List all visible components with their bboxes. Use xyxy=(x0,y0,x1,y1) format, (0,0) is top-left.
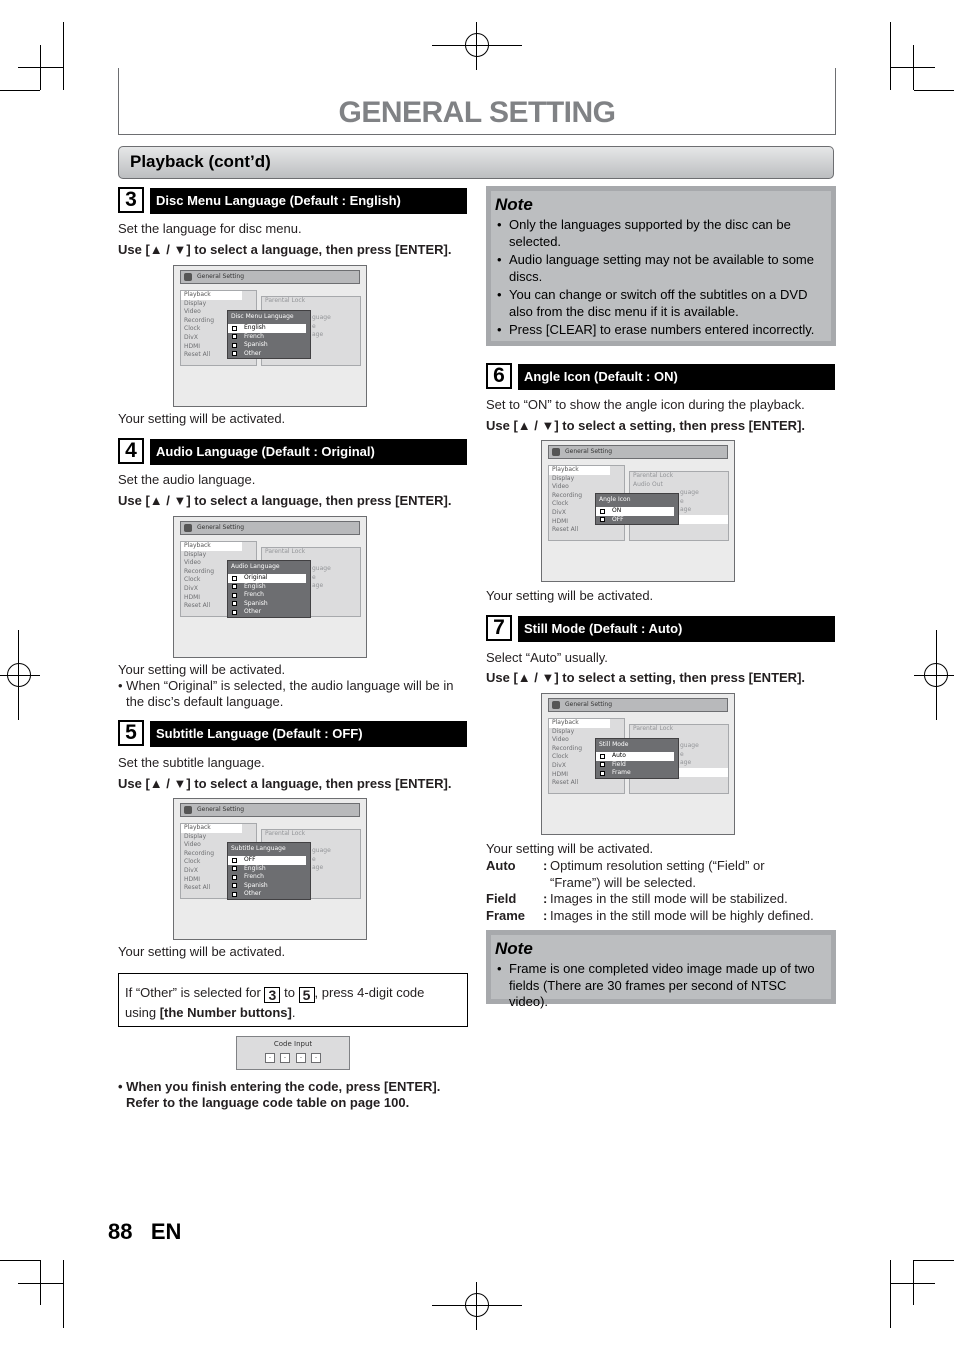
code-input-screen xyxy=(236,1036,350,1070)
menu-item: Reset All xyxy=(552,779,579,787)
step-result: Your setting will be activated. xyxy=(118,944,286,959)
option-label: English xyxy=(244,324,266,331)
option-label: OFF xyxy=(244,856,256,863)
popup-menu xyxy=(227,310,311,359)
popup-option[interactable] xyxy=(228,600,310,609)
popup-title: Angle Icon xyxy=(599,496,631,503)
wrench-icon xyxy=(552,448,560,456)
step-text: Set the language for disc menu. xyxy=(118,221,302,236)
popup-title: Audio Language xyxy=(231,563,280,570)
menu-item: DivX xyxy=(552,761,566,769)
definition-colon: : xyxy=(543,891,548,906)
menu-item: Playback xyxy=(549,719,610,728)
step-number-6: 6 xyxy=(486,363,512,389)
note-item: • Only the languages supported by the disc can be selected. xyxy=(495,217,827,250)
wrench-icon xyxy=(184,806,192,814)
step-header-5 xyxy=(150,721,467,747)
crop-mark xyxy=(914,1260,954,1261)
step-ref-3: 3 xyxy=(264,987,280,1003)
menu-item: Playback xyxy=(181,824,242,833)
definition-desc: Images in the still mode will be highly defined. xyxy=(550,907,814,923)
checkbox-icon xyxy=(232,892,237,897)
step-header-6 xyxy=(518,364,835,390)
registration-mark xyxy=(476,1282,477,1330)
popup-option[interactable] xyxy=(596,769,678,778)
step-result: Your setting will be activated. xyxy=(118,411,286,426)
final-instruction-ref: Refer to the language code table on page 100. xyxy=(126,1095,410,1110)
menu-item: Recording xyxy=(184,567,215,575)
option-label: Other xyxy=(244,608,262,616)
pane-item: e xyxy=(680,750,684,758)
popup-option[interactable] xyxy=(228,856,306,865)
pane-item: Parental Lock xyxy=(265,548,306,555)
code-cell[interactable]: - xyxy=(296,1053,306,1063)
settings-screen xyxy=(173,516,367,658)
popup-option[interactable] xyxy=(228,324,306,333)
screen-title-bar xyxy=(180,270,360,284)
menu-item: Playback xyxy=(181,291,242,300)
menu-item: Reset All xyxy=(184,602,211,610)
definition-term: Field xyxy=(486,891,517,906)
screen-title-bar xyxy=(548,445,728,459)
option-label: Frame xyxy=(612,769,631,777)
checkbox-icon xyxy=(232,610,237,615)
menu-item: HDMI xyxy=(184,875,201,883)
pane-item: Parental Lock xyxy=(633,472,674,479)
menu-item: Video xyxy=(552,736,569,744)
step-header-7 xyxy=(518,616,835,642)
screen-title-bar xyxy=(180,803,360,817)
code-input-title: Code Input xyxy=(273,1040,313,1048)
screen-title: General Setting xyxy=(565,448,613,455)
pane-item: Audio Out xyxy=(633,480,663,488)
menu-item: Clock xyxy=(184,325,201,333)
option-label: ON xyxy=(612,507,622,514)
step-instruction: Use [▲ / ▼] to select a setting, then press [ENTER]. xyxy=(486,670,806,685)
checkbox-icon xyxy=(600,754,605,759)
popup-option[interactable] xyxy=(596,507,674,516)
note-inner xyxy=(491,935,831,1009)
popup-option[interactable] xyxy=(228,574,306,583)
step-result: Your setting will be activated. xyxy=(486,588,654,603)
option-label: Auto xyxy=(612,752,626,759)
popup-option[interactable] xyxy=(228,890,310,899)
text-part: . xyxy=(291,1005,296,1020)
menu-item: Recording xyxy=(184,316,215,324)
option-label: Spanish xyxy=(244,881,268,889)
menu-item: Reset All xyxy=(184,351,211,359)
pane-item: guage xyxy=(680,489,699,497)
screen-title: General Setting xyxy=(197,806,245,813)
registration-mark xyxy=(432,1305,522,1306)
step-text: Select “Auto” usually. xyxy=(486,650,608,665)
settings-screen xyxy=(173,798,367,940)
step-header-3 xyxy=(150,188,467,214)
definition-colon: : xyxy=(543,858,548,873)
settings-screen xyxy=(173,265,367,407)
pane-item: e xyxy=(312,573,316,581)
pane-item: e xyxy=(312,322,316,330)
step-text: Set the audio language. xyxy=(118,472,256,487)
section-bar xyxy=(118,146,834,179)
note-item: • You can change or switch off the subtitles on a DVD also from the disc menu if it is available. xyxy=(495,287,827,320)
step-instruction: Use [▲ / ▼] to select a language, then press [ENTER]. xyxy=(118,493,452,508)
menu-item: DivX xyxy=(184,333,198,341)
definition-desc: Optimum resolution setting (“Field” or “Frame”) will be selected. xyxy=(550,858,765,890)
checkbox-icon xyxy=(232,343,237,348)
checkbox-icon xyxy=(232,584,237,589)
popup-option[interactable] xyxy=(228,341,310,350)
step-header-label: Audio Language (Default : Original) xyxy=(156,444,375,459)
settings-screen xyxy=(541,440,735,582)
screen-title-bar xyxy=(548,698,728,712)
step-header-4 xyxy=(150,439,467,465)
step-result: Your setting will be activated. xyxy=(118,662,286,677)
crop-mark xyxy=(63,22,64,90)
crop-mark xyxy=(890,22,891,90)
registration-mark xyxy=(936,630,937,720)
code-cell[interactable]: - xyxy=(311,1053,321,1063)
menu-item: HDMI xyxy=(552,517,569,525)
pane-item: Parental Lock xyxy=(265,830,306,837)
checkbox-icon xyxy=(232,334,237,339)
checkbox-icon xyxy=(232,576,237,581)
language-code: EN xyxy=(150,1219,182,1244)
pane-item: guage xyxy=(312,847,331,855)
menu-item: Playback xyxy=(181,542,242,551)
page-number-value: 88 xyxy=(108,1219,133,1244)
menu-item: Video xyxy=(184,308,201,316)
popup-option[interactable] xyxy=(228,333,310,342)
step-header-label: Subtitle Language (Default : OFF) xyxy=(156,726,363,741)
wrench-icon xyxy=(184,273,192,281)
definition-term: Frame xyxy=(486,907,526,923)
note-item: • Audio language setting may not be available to some discs. xyxy=(495,252,827,285)
bullet-text: When “Original” is selected, the audio language will be in the disc’s default language. xyxy=(126,678,454,709)
popup-menu xyxy=(227,560,311,618)
popup-title: Disc Menu Language xyxy=(231,313,294,320)
step-bullet: • When “Original” is selected, the audio language will be in the disc’s default language. xyxy=(118,678,454,709)
note-list xyxy=(495,961,827,1013)
pane-item: Parental Lock xyxy=(633,725,674,732)
definition-row xyxy=(486,891,836,908)
checkbox-icon xyxy=(600,762,605,767)
crop-mark xyxy=(18,1283,63,1284)
step-number-4: 4 xyxy=(118,438,144,464)
wrench-icon xyxy=(184,524,192,532)
menu-item: Clock xyxy=(552,500,569,508)
crop-mark xyxy=(18,67,63,68)
pane-item: guage xyxy=(312,565,331,573)
option-label: French xyxy=(244,591,264,599)
pane-item: e xyxy=(312,855,316,863)
popup-option[interactable] xyxy=(228,583,310,592)
popup-option[interactable] xyxy=(596,752,674,761)
checkbox-icon xyxy=(232,593,237,598)
option-label: Field xyxy=(612,760,626,768)
popup-option[interactable] xyxy=(228,350,310,359)
popup-option[interactable] xyxy=(228,882,310,891)
step-header-label: Disc Menu Language (Default : English) xyxy=(156,193,401,208)
definition-row xyxy=(486,908,836,925)
menu-item: Display xyxy=(184,299,207,307)
menu-item: HDMI xyxy=(184,342,201,350)
step-instruction: Use [▲ / ▼] to select a language, then press [ENTER]. xyxy=(118,242,452,257)
crop-mark xyxy=(0,1260,40,1261)
option-label: Other xyxy=(244,349,262,357)
page-title: GENERAL SETTING xyxy=(338,96,616,129)
pane-item: e xyxy=(680,497,684,505)
screen-title: General Setting xyxy=(565,701,613,708)
menu-item: Playback xyxy=(549,466,610,475)
screen-title: General Setting xyxy=(197,524,245,531)
step-text: Set to “ON” to show the angle icon during the playback. xyxy=(486,397,805,412)
menu-item: Display xyxy=(552,474,575,482)
final-instruction: • When you finish entering the code, press [ENTER]. xyxy=(118,1079,441,1094)
text-part: to xyxy=(284,985,295,1000)
note-list xyxy=(495,217,827,341)
menu-item: Display xyxy=(184,832,207,840)
checkbox-icon xyxy=(600,771,605,776)
checkbox-icon xyxy=(600,517,605,522)
checkbox-icon xyxy=(232,858,237,863)
menu-item: Recording xyxy=(184,849,215,857)
menu-item: Reset All xyxy=(184,884,211,892)
step-header-label: Still Mode (Default : Auto) xyxy=(524,621,683,636)
wrench-icon xyxy=(552,701,560,709)
popup-option[interactable] xyxy=(228,865,310,874)
menu-item: Clock xyxy=(184,858,201,866)
option-label: French xyxy=(244,873,264,881)
section-title: Playback (cont’d) xyxy=(130,152,271,171)
text-part: , press 4-digit code xyxy=(314,985,425,1000)
registration-mark xyxy=(476,22,477,70)
menu-item: Clock xyxy=(184,576,201,584)
screen-title: General Setting xyxy=(197,273,245,280)
menu-item: Recording xyxy=(552,491,583,499)
menu-item: Video xyxy=(552,483,569,491)
pane-item: guage xyxy=(312,314,331,322)
step-number-5: 5 xyxy=(118,720,144,746)
registration-mark xyxy=(0,675,40,676)
checkbox-icon xyxy=(232,883,237,888)
crop-mark xyxy=(63,1260,64,1328)
step-header-label: Angle Icon (Default : ON) xyxy=(524,369,678,384)
pane-item: guage xyxy=(680,742,699,750)
popup-option[interactable] xyxy=(228,608,310,617)
code-cell[interactable]: - xyxy=(280,1053,290,1063)
step-number-7: 7 xyxy=(486,615,512,641)
definition-row xyxy=(486,858,836,891)
registration-mark xyxy=(914,675,954,676)
step-result: Your setting will be activated. xyxy=(486,841,654,856)
definition-desc: Images in the still mode will be stabilized. xyxy=(550,891,788,906)
crop-mark xyxy=(0,90,40,91)
page-number xyxy=(108,1219,181,1245)
text-part: If “Other” is selected for xyxy=(125,985,261,1000)
note-item: • Frame is one completed video image made up of two fields (There are 30 frames per second of NTSC video). xyxy=(495,961,827,1011)
menu-item: Display xyxy=(552,727,575,735)
pane-item: age xyxy=(312,864,324,872)
popup-option[interactable] xyxy=(596,516,678,525)
option-label: Spanish xyxy=(244,599,268,607)
option-label: English xyxy=(244,582,266,590)
pane-item: age xyxy=(680,759,692,767)
crop-mark xyxy=(890,1283,935,1284)
checkbox-icon xyxy=(232,875,237,880)
registration-mark xyxy=(432,45,522,46)
checkbox-icon xyxy=(232,351,237,356)
popup-menu xyxy=(227,842,311,900)
settings-screen xyxy=(541,693,735,835)
step-instruction: Use [▲ / ▼] to select a language, then press [ENTER]. xyxy=(118,776,452,791)
definition-list xyxy=(486,858,836,924)
menu-item: Display xyxy=(184,550,207,558)
note-item: • Press [CLEAR] to erase numbers entered incorrectly. xyxy=(495,322,827,339)
menu-item: Recording xyxy=(552,744,583,752)
note-box xyxy=(486,930,836,1009)
definition-colon: : xyxy=(543,907,548,923)
menu-item: Video xyxy=(184,559,201,567)
popup-option[interactable] xyxy=(228,591,310,600)
checkbox-icon xyxy=(232,866,237,871)
other-code-text xyxy=(125,983,461,1022)
popup-title: Subtitle Language xyxy=(231,845,286,852)
screen-title-bar xyxy=(180,521,360,535)
menu-item: Reset All xyxy=(552,526,579,534)
menu-item: Video xyxy=(184,841,201,849)
crop-mark xyxy=(914,90,954,91)
step-text: Set the subtitle language. xyxy=(118,755,265,770)
note-title: Note xyxy=(495,939,533,958)
option-label: Other xyxy=(244,890,262,898)
number-buttons-ref: [the Number buttons] xyxy=(159,1005,292,1020)
option-label: French xyxy=(244,332,264,340)
pane-item: age xyxy=(680,506,692,514)
code-cell[interactable]: - xyxy=(265,1053,275,1063)
checkbox-icon xyxy=(232,326,237,331)
popup-option[interactable] xyxy=(596,761,678,770)
note-box xyxy=(486,186,836,346)
menu-item: HDMI xyxy=(552,770,569,778)
note-title: Note xyxy=(495,195,533,214)
pane-item: age xyxy=(312,582,324,590)
crop-mark xyxy=(890,1260,891,1328)
option-label: English xyxy=(244,864,266,872)
popup-menu xyxy=(595,738,679,779)
menu-item: Clock xyxy=(552,753,569,761)
menu-item: DivX xyxy=(184,584,198,592)
other-code-box xyxy=(118,973,468,1027)
popup-title: Still Mode xyxy=(599,741,629,748)
option-label: Spanish xyxy=(244,341,268,349)
menu-item: DivX xyxy=(184,866,198,874)
note-inner xyxy=(491,191,831,341)
text-part: using xyxy=(125,1005,157,1020)
option-label: OFF xyxy=(612,515,624,523)
step-instruction: Use [▲ / ▼] to select a setting, then press [ENTER]. xyxy=(486,418,806,433)
pane-item: age xyxy=(312,331,324,339)
pane-item: Parental Lock xyxy=(265,297,306,304)
definition-term: Auto xyxy=(486,858,516,873)
checkbox-icon xyxy=(600,509,605,514)
step-number-3: 3 xyxy=(118,187,144,213)
menu-item: HDMI xyxy=(184,593,201,601)
registration-mark xyxy=(18,630,19,720)
popup-option[interactable] xyxy=(228,873,310,882)
popup-menu xyxy=(595,493,679,525)
option-label: Original xyxy=(244,574,268,581)
step-ref-5: 5 xyxy=(299,987,315,1003)
menu-item: DivX xyxy=(552,508,566,516)
checkbox-icon xyxy=(232,601,237,606)
crop-mark xyxy=(890,67,935,68)
